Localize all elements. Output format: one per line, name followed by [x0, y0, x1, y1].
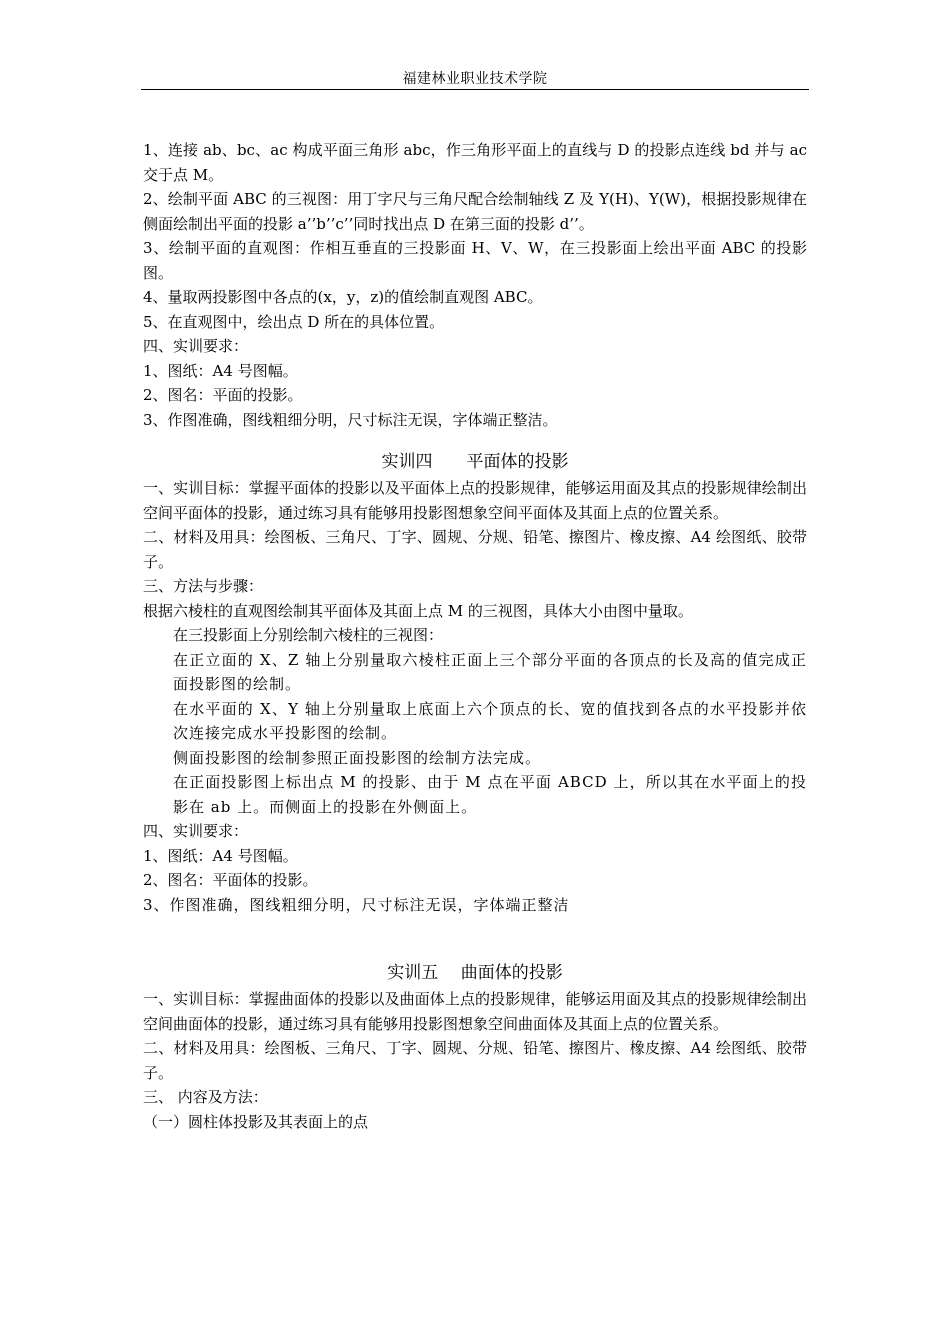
- paragraph: 3、绘制平面的直观图：作相互垂直的三投影面 H、V、W，在三投影面上绘出平面 ABC 的投影图。: [143, 239, 807, 282]
- paragraph: 3、作图准确，图线粗细分明，尺寸标注无误，字体端正整洁: [143, 895, 570, 914]
- paragraph: 一、实训目标：掌握曲面体的投影以及曲面体上点的投影规律，能够运用面及其点的投影规律绘制出空间曲面体的投影，通过练习具有能够用投影图想象空间曲面体及其面上点的位置关系。: [143, 990, 807, 1033]
- paragraph: 根据六棱柱的直观图绘制其平面体及其面上点 M 的三视图，具体大小由图中量取。: [143, 601, 693, 620]
- page-header: 福建林业职业技术学院: [402, 71, 548, 87]
- paragraph: 三、 内容及方法：: [143, 1088, 268, 1106]
- paragraph: 2、图名：平面体的投影。: [143, 871, 318, 889]
- indented-paragraph: 在正面投影图上标出点 M 的投影、由于 M 点在平面 ABCD 上，所以其在水平面上的投影在 ab 上。而侧面上的投影在外侧面上。: [173, 773, 807, 816]
- header-rule: [141, 89, 809, 90]
- paragraph: 二、材料及用具：绘图板、三角尺、丁字、圆规、分规、铅笔、擦图片、橡皮擦、A4 绘图纸、胶带子。: [143, 528, 807, 571]
- paragraph: 3、作图准确，图线粗细分明，尺寸标注无误，字体端正整洁。: [143, 410, 558, 429]
- section-plane-projection-steps: [143, 138, 807, 432]
- paragraph: 4、量取两投影图中各点的(x，y，z)的值绘制直观图 ABC。: [143, 288, 543, 306]
- paragraph: （一）圆柱体投影及其表面上的点: [143, 1112, 369, 1131]
- paragraph: 1、图纸：A4 号图幅。: [143, 361, 298, 380]
- paragraph: 2、绘制平面 ABC 的三视图：用丁字尺与三角尺配合绘制轴线 Z 及 Y(H)、Y(W)，根据投影规律在侧面绘制出平面的投影 a’’b’’c’’同时找出点 D 在第三面的投影 d’’。: [143, 190, 807, 233]
- paragraph: 一、实训目标：掌握平面体的投影以及平面体上点的投影规律，能够运用面及其点的投影规律绘制出空间平面体的投影，通过练习具有能够用投影图想象空间平面体及其面上点的位置关系。: [143, 479, 807, 522]
- paragraph: 1、连接 ab、bc、ac 构成平面三角形 abc，作三角形平面上的直线与 D 的投影点连线 bd 并与 ac 交于点 M。: [143, 141, 807, 184]
- indented-paragraph: 侧面投影图的绘制参照正面投影图的绘制方法完成。: [173, 748, 542, 767]
- section-title: 实训四 平面体的投影: [381, 452, 569, 472]
- paragraph: 三、方法与步骤：: [143, 577, 264, 595]
- paragraph: 四、实训要求：: [143, 337, 249, 355]
- section-training-five: [143, 959, 807, 1134]
- indented-paragraph: 在水平面的 X、Y 轴上分别量取上底面上六个顶点的长、宽的值找到各点的水平投影并依次连接完成水平投影图的绘制。: [173, 699, 807, 742]
- document-body: [143, 138, 807, 1134]
- paragraph: 二、材料及用具：绘图板、三角尺、丁字、圆规、分规、铅笔、擦图片、橡皮擦、A4 绘图纸、胶带子。: [143, 1039, 807, 1082]
- indented-paragraph: 在三投影面上分别绘制六棱柱的三视图：: [173, 626, 444, 644]
- indented-paragraph: 在正立面的 X、Z 轴上分别量取六棱柱正面上三个部分平面的各顶点的长及高的值完成正面投影图的绘制。: [173, 650, 807, 693]
- paragraph: 四、实训要求：: [143, 822, 249, 840]
- paragraph: 2、图名：平面的投影。: [143, 386, 303, 404]
- section-training-four: [143, 448, 807, 917]
- paragraph: 1、图纸：A4 号图幅。: [143, 846, 298, 865]
- section-title: 实训五 曲面体的投影: [387, 963, 563, 983]
- paragraph: 5、在直观图中，绘出点 D 所在的具体位置。: [143, 312, 445, 331]
